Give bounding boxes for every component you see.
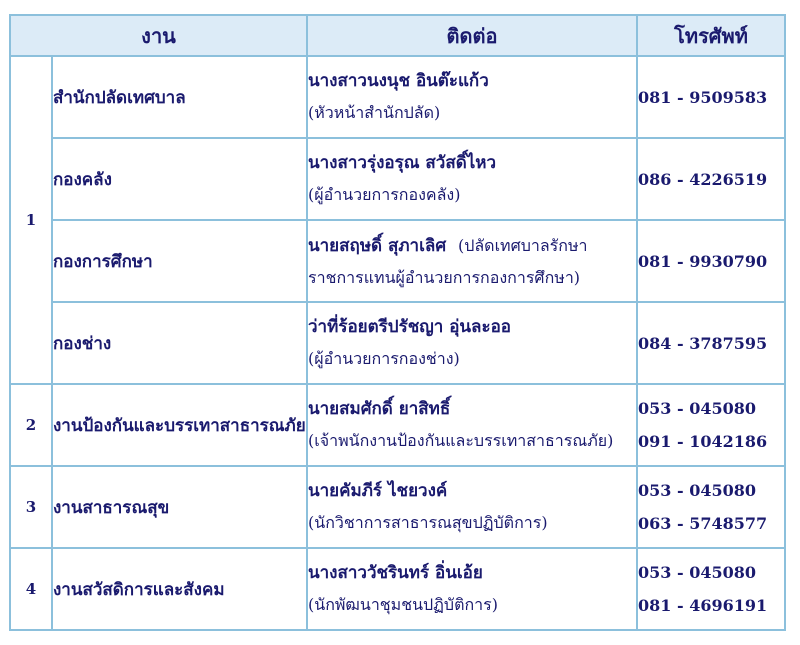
row-number: 2 bbox=[10, 384, 52, 466]
phone-number: 091 - 1042186 bbox=[638, 432, 768, 451]
contact-role: ราชการแทนผู้อำนวยการกองการศึกษา) bbox=[308, 267, 581, 287]
contact-role: (หัวหน้าสำนักปลัด) bbox=[308, 103, 441, 122]
table-row bbox=[10, 384, 785, 466]
phone-cell bbox=[637, 548, 785, 630]
table-row bbox=[10, 220, 785, 302]
contact-name: นางสาววัชรินทร์ อิ่นเอ้ย bbox=[308, 563, 483, 583]
department-name: กองช่าง bbox=[52, 302, 307, 384]
row-number: 1 bbox=[10, 56, 52, 384]
contact-cell bbox=[307, 220, 637, 302]
contact-name: นางสาวนงนุช อินต๊ะแก้ว bbox=[308, 71, 489, 91]
phone-number: 086 - 4226519 bbox=[638, 169, 768, 189]
header-work: งาน bbox=[10, 15, 307, 56]
contact-cell bbox=[307, 56, 637, 138]
phone-cell bbox=[637, 302, 785, 384]
header-contact: ติดต่อ bbox=[307, 15, 637, 56]
contact-name: นายคัมภีร์ ไชยวงค์ bbox=[308, 481, 448, 501]
contact-name: นางสาวรุ่งอรุณ สวัสดิ์ไหว bbox=[308, 153, 497, 173]
phone-cell bbox=[637, 56, 785, 138]
contact-role: (นักวิชาการสาธารณสุขปฏิบัติการ) bbox=[308, 513, 548, 532]
table-row bbox=[10, 138, 785, 220]
phone-cell bbox=[637, 138, 785, 220]
phone-cell bbox=[637, 384, 785, 466]
contact-name: นายสฤษดิ์ สุภาเลิศ bbox=[308, 235, 447, 256]
phone-number: 084 - 3787595 bbox=[638, 333, 768, 353]
table-row bbox=[10, 466, 785, 548]
phone-number: 081 - 9509583 bbox=[638, 87, 768, 107]
department-name: งานสาธารณสุข bbox=[52, 466, 307, 548]
contact-role: (เจ้าพนักงานป้องกันและบรรเทาสาธารณภัย) bbox=[308, 431, 614, 450]
header-phone: โทรศัพท์ bbox=[637, 15, 785, 56]
department-name: งานสวัสดิการและสังคม bbox=[52, 548, 307, 630]
phone-cell bbox=[637, 466, 785, 548]
phone-number: 081 - 4696191 bbox=[638, 596, 768, 615]
phone-number: 081 - 9930790 bbox=[638, 251, 768, 271]
contact-name: นายสมศักดิ์ ยาสิทธิ์ bbox=[308, 399, 451, 419]
table-row bbox=[10, 302, 785, 384]
contact-role: (นักพัฒนาชุมชนปฏิบัติการ) bbox=[308, 595, 498, 614]
department-name: กองคลัง bbox=[52, 138, 307, 220]
contact-role: (ผู้อำนวยการกองช่าง) bbox=[308, 349, 460, 368]
contact-name-line bbox=[308, 230, 636, 262]
contact-cell bbox=[307, 466, 637, 548]
phone-number: 053 - 045080 bbox=[638, 563, 756, 582]
department-name: งานป้องกันและบรรเทาสาธารณภัย bbox=[52, 384, 307, 466]
row-number: 4 bbox=[10, 548, 52, 630]
contact-cell bbox=[307, 384, 637, 466]
department-name: กองการศึกษา bbox=[52, 220, 307, 302]
contact-table bbox=[9, 14, 786, 631]
contact-role: (ผู้อำนวยการกองคลัง) bbox=[308, 185, 461, 204]
contact-name: ว่าที่ร้อยตรีปรัชญา อุ่นละออ bbox=[308, 317, 511, 337]
contact-cell bbox=[307, 302, 637, 384]
phone-number: 053 - 045080 bbox=[638, 481, 756, 500]
row-number: 3 bbox=[10, 466, 52, 548]
phone-number: 063 - 5748577 bbox=[638, 514, 768, 533]
table-row bbox=[10, 56, 785, 138]
department-name: สำนักปลัดเทศบาล bbox=[52, 56, 307, 138]
contact-title-prefix: (ปลัดเทศบาลรักษา bbox=[457, 235, 588, 255]
phone-number: 053 - 045080 bbox=[638, 399, 756, 418]
contact-cell bbox=[307, 548, 637, 630]
table-header-row bbox=[10, 15, 785, 56]
phone-cell bbox=[637, 220, 785, 302]
table-row bbox=[10, 548, 785, 630]
contact-cell bbox=[307, 138, 637, 220]
